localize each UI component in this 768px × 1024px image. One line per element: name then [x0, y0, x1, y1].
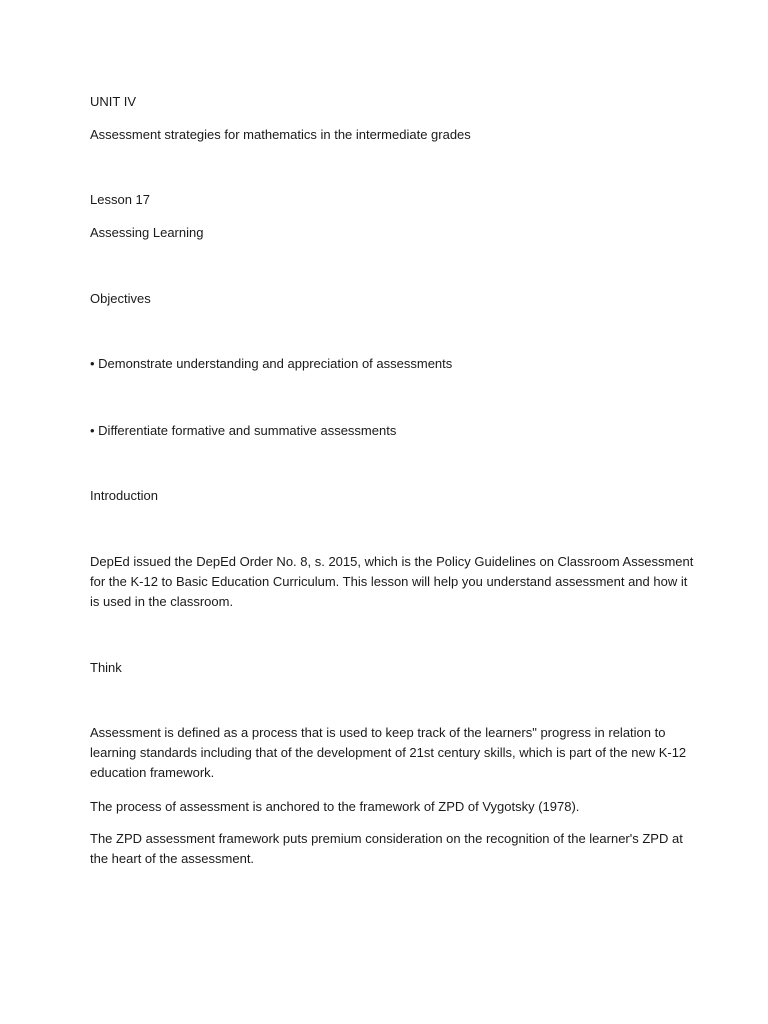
objective-item: • Differentiate formative and summative assessments	[90, 423, 397, 438]
paragraph-line: Assessment is defined as a process that is used to keep track of the learners" progress in relation to	[90, 725, 666, 740]
paragraph-line: the heart of the assessment.	[90, 851, 255, 866]
think-paragraph-3	[90, 829, 690, 869]
think-paragraph-2: The process of assessment is anchored to the framework of ZPD of Vygotsky (1978).	[90, 799, 580, 814]
introduction-paragraph	[90, 552, 694, 612]
think-paragraph-1	[90, 723, 690, 783]
paragraph-line: education framework.	[90, 765, 215, 780]
paragraph-line: for the K-12 to Basic Education Curriculum. This lesson will help you understand assessment and how it	[90, 574, 688, 589]
paragraph-line: DepEd issued the DepEd Order No. 8, s. 2015, which is the Policy Guidelines on Classroom Assessment	[90, 554, 694, 569]
objective-item: • Demonstrate understanding and appreciation of assessments	[90, 356, 453, 371]
paragraph-line: is used in the classroom.	[90, 594, 234, 609]
lesson-label: Lesson 17	[90, 192, 150, 207]
unit-title: Assessment strategies for mathematics in the intermediate grades	[90, 127, 471, 142]
introduction-heading: Introduction	[90, 488, 158, 503]
objectives-heading: Objectives	[90, 291, 151, 306]
paragraph-line: The ZPD assessment framework puts premium consideration on the recognition of the learner's ZPD at	[90, 831, 683, 846]
lesson-title: Assessing Learning	[90, 225, 204, 240]
unit-label: UNIT IV	[90, 94, 136, 109]
think-heading: Think	[90, 660, 122, 675]
paragraph-line: learning standards including that of the development of 21st century skills, which is part of the new K-12	[90, 745, 687, 760]
